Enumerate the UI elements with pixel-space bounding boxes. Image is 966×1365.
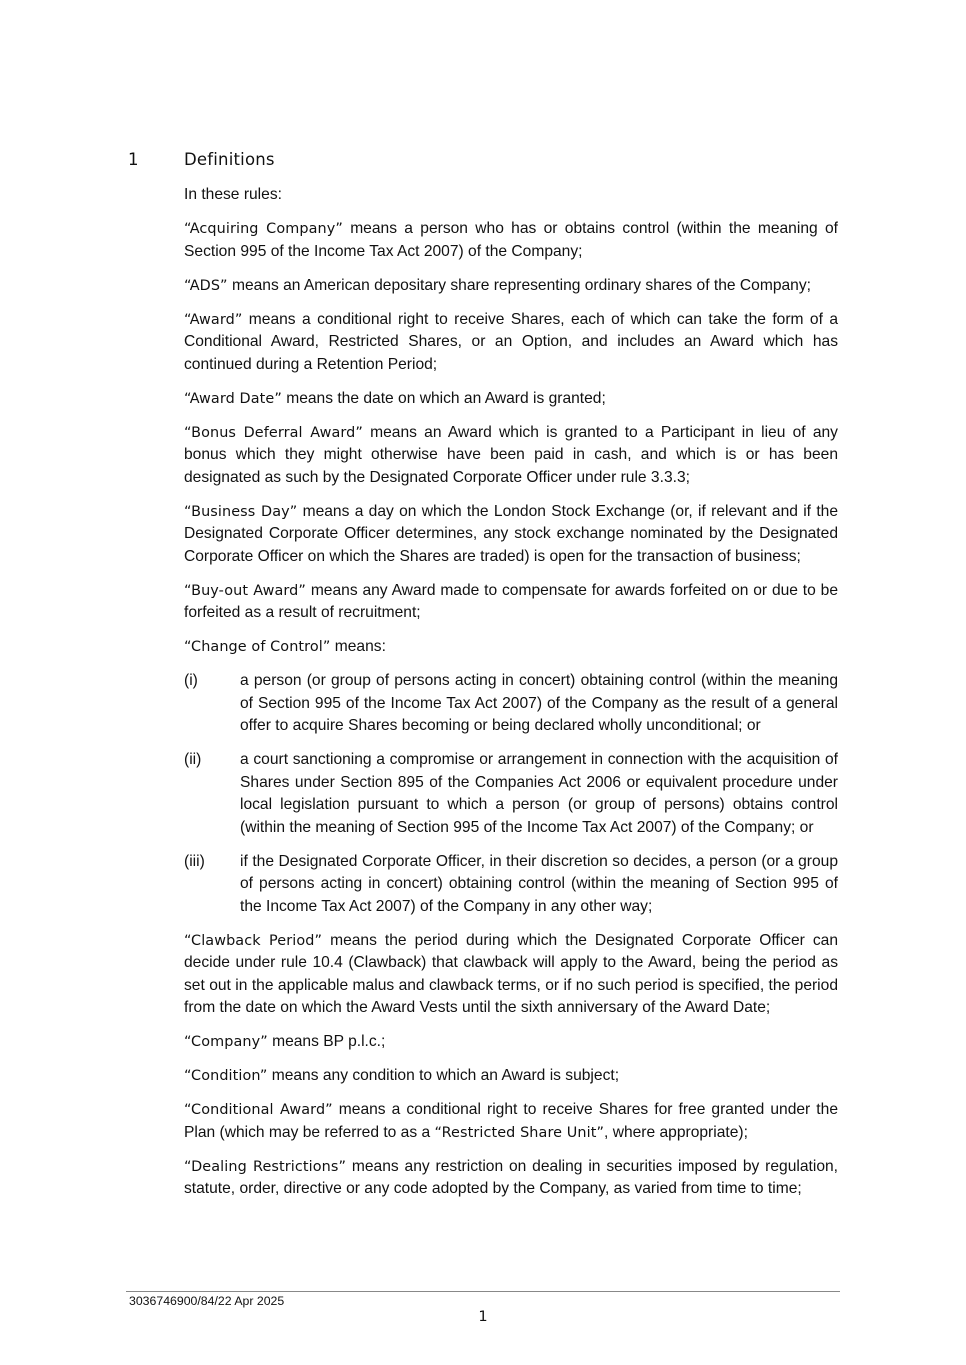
footer-divider [126,1291,840,1292]
defined-term: “Award Date” [184,390,282,407]
definition-text: means a day on which the London Stock Exchange (or, if relevant and if the Designated Corporate Officer determines, any stock exchange nominated by the Designated Corporate Officer on which the Shares are traded) is open for the transaction of business; [184,502,838,565]
defined-term: “Restricted Share Unit” [434,1124,605,1141]
definition-text: means an Award which is granted to a Participant in lieu of any bonus which they might otherwise have been paid in cash, and which is or has been designated as such by the Designated Corporate Officer under rule 3.3.3; [184,423,838,486]
definition-bonus-deferral-award [184,422,838,490]
definition-company [184,1031,838,1054]
list-item [184,670,838,738]
document-reference: 3036746900/84/22 Apr 2025 [129,1294,285,1308]
list-item-text: a court sanctioning a compromise or arrangement in connection with the acquisition of Shares under Section 895 of the Companies Act 2006 or equivalent procedure under local legislation pursuant to which a person (or group of persons) obtains control (within the meaning of Section 995 of the Income Tax Act 2007) of the Company; or [240,751,838,836]
definition-business-day [184,501,838,569]
intro-text: In these rules: [184,186,282,203]
list-item [184,851,838,919]
definition-text: means a conditional right to receive Shares for free granted under the Plan (which may be referred to as a [184,1101,838,1141]
definition-text: , where appropriate); [604,1123,748,1141]
definition-text: means an American depositary share representing ordinary shares of the Company; [227,276,811,294]
definition-text: means any Award made to compensate for awards forfeited on or due to be forfeited as a result of recruitment; [184,581,838,621]
definition-text: means any restriction on dealing in securities imposed by regulation, statute, order, directive or any code adopted by the Company, as varied from time to time; [184,1157,838,1197]
page-number: 1 [478,1309,488,1325]
definition-award-date [184,388,838,411]
list-item-label: (ii) [184,751,202,768]
list-item-text: if the Designated Corporate Officer, in their discretion so decides, a person (or a group of persons acting in concert) obtaining control (within the meaning of Section 995 of the Income Tax Act 2007) of the Company in any other way; [240,852,838,915]
definition-dealing-restrictions [184,1156,838,1201]
section-title: Definitions [184,150,275,169]
definition-text: means any condition to which an Award is subject; [267,1067,620,1084]
defined-term: “Change of Control” [184,639,331,655]
defined-term: “ADS” [184,277,228,294]
defined-term: “Acquiring Company” [184,221,343,237]
list-item-text: a person (or group of persons acting in concert) obtaining control (within the meaning of Section 995 of the Income Tax Act 2007) of the Company as the result of a general offer to acquire Shares becoming or being declared wholly unconditional; or [240,672,838,734]
defined-term: “Bonus Deferral Award” [184,424,363,441]
definition-condition [184,1065,838,1088]
section-body [184,184,838,1212]
defined-term: “Clawback Period” [184,932,323,949]
list-item [184,749,838,839]
defined-term: “Buy-out Award” [184,582,306,599]
definition-text: means a conditional right to receive Shares, each of which can take the form of a Conditional Award, Restricted Shares, or an Option, and includes an Award which has continued during a Retention Period; [184,310,838,373]
definition-text: means the date on which an Award is granted; [281,389,606,407]
defined-term: “Condition” [184,1068,268,1084]
section-number: 1 [128,150,139,169]
definition-award [184,309,838,377]
defined-term: “Award” [184,311,243,328]
list-item-label: (i) [184,672,198,689]
definition-text: means BP p.l.c.; [267,1033,386,1050]
list-item-label: (iii) [184,852,205,870]
definition-clawback-period [184,930,838,1020]
definition-change-of-control [184,636,838,659]
defined-term: “Conditional Award” [184,1102,333,1118]
definition-buy-out-award [184,580,838,625]
definition-text: means: [330,638,386,655]
definition-conditional-award [184,1099,838,1144]
definition-acquiring-company [184,218,838,263]
defined-term: “Dealing Restrictions” [184,1158,347,1175]
definition-text: means a person who has or obtains control (within the meaning of Section 995 of the Income Tax Act 2007) of the Company; [184,220,838,260]
definition-text: means the period during which the Designated Corporate Officer can decide under rule 10.4 (Clawback) that clawback will apply to the Award, being the period as set out in the applicable malus and clawback terms, or if no such period is specified, the period from the date on which the Award Vests until the sixth anniversary of the Award Date; [184,931,838,1016]
defined-term: “Business Day” [184,503,298,520]
definition-ads [184,275,838,298]
defined-term: “Company” [184,1034,268,1050]
